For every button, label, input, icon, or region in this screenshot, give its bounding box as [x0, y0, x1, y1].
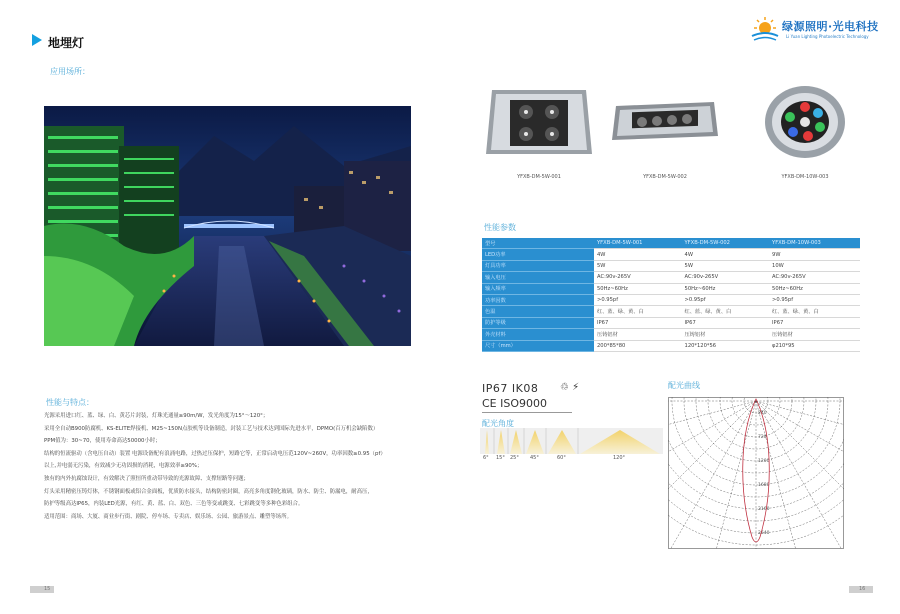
- beam-angle-label: 120°: [613, 455, 626, 461]
- page-title: 地埋灯: [48, 36, 85, 50]
- spec-value: >0.95pf: [682, 294, 770, 305]
- spec-header-cell: YFXB-DM-10W-003: [769, 238, 860, 249]
- spec-value: 红、蓝、绿、黄、白: [682, 306, 770, 317]
- recycle-icon: ♲ ⚡: [560, 382, 580, 393]
- spec-value: AC:90v-265V: [594, 272, 682, 283]
- product-model-001: YFXB-DM-5W-001: [517, 174, 561, 180]
- feature-line: 采用全自动B900防腐机、KS-ELITE焊接机、M25~150N点胶机等设备制造，封装工艺与技术达到国际先进水平，DPMO(百万机会缺陷数）: [44, 425, 379, 432]
- spec-label: 色温: [482, 306, 594, 317]
- spec-value: 红、蓝、绿、黄、白: [769, 306, 860, 317]
- spec-table: [482, 238, 860, 352]
- spec-row: [482, 283, 860, 294]
- spec-value: 50Hz~60Hz: [682, 283, 770, 294]
- spec-value: φ210*95: [769, 340, 860, 351]
- spec-value: AC:90v-265V: [682, 272, 770, 283]
- spec-value: 4W: [682, 249, 770, 260]
- spec-value: 10W: [769, 260, 860, 271]
- spec-label: 防护等级: [482, 317, 594, 328]
- polar-ring-label: 240: [758, 411, 767, 416]
- company-logo: [750, 16, 880, 44]
- beam-angle-label: 45°: [530, 455, 539, 461]
- polar-ring-label: 2640: [758, 531, 770, 536]
- spec-value: 50Hz~60Hz: [769, 283, 860, 294]
- spec-header-cell: 型号: [482, 238, 594, 249]
- feature-line: 以上,并电弱无污染，有效减少无功固损的消耗，电源效率≥90%；: [44, 463, 203, 470]
- spec-value: 红、蓝、绿、黄、白: [594, 306, 682, 317]
- spec-value: AC:90v-265V: [769, 272, 860, 283]
- beam-angle-label: 25°: [510, 455, 519, 461]
- spec-label: 尺寸（mm）: [482, 340, 594, 351]
- polar-ring-label: 1200: [758, 459, 770, 464]
- page-number-text: 16: [859, 586, 866, 592]
- spec-header-cell: YFXB-DM-5W-001: [594, 238, 682, 249]
- spec-label: 外壳材料: [482, 329, 594, 340]
- spec-row: [482, 317, 860, 328]
- spec-label: 功率因数: [482, 294, 594, 305]
- spec-value: 120*120*56: [682, 340, 770, 351]
- logo-text: 绿源照明·光电科技: [782, 20, 879, 33]
- spec-label: 输入电压: [482, 272, 594, 283]
- title-arrow-icon: [32, 34, 42, 46]
- polar-chart-svg: [668, 397, 844, 549]
- polar-ring-label: 2160: [758, 507, 770, 512]
- product-model-002: YFXB-DM-5W-002: [643, 174, 687, 180]
- spec-value: IP67: [769, 317, 860, 328]
- logo-subtext: Li Yuan Lighting Photoelectric Technology: [786, 34, 869, 39]
- spec-label: 灯具功率: [482, 260, 594, 271]
- spec-header-row: [482, 238, 860, 249]
- application-title: 应用场所：: [50, 67, 90, 76]
- spec-row: [482, 306, 860, 317]
- feature-line: 光源采用进口红、蓝、绿、白、黄芯片封装，灯珠光通量≥90m/W，发光角度为15°～120°；: [44, 413, 269, 419]
- spec-value: 压铸铝材: [594, 329, 682, 340]
- spec-value: 5W: [682, 260, 770, 271]
- spec-value: >0.95pf: [594, 294, 682, 305]
- product-image-001: [484, 80, 594, 164]
- spec-value: 压铸铝材: [682, 329, 770, 340]
- spec-value: IP67: [594, 317, 682, 328]
- polar-distribution-chart: [668, 397, 844, 549]
- distribution-curve-title: 配光曲线: [668, 381, 700, 390]
- beam-angle-label: 60°: [557, 455, 566, 461]
- spec-row: [482, 329, 860, 340]
- spec-row: [482, 272, 860, 283]
- spec-label: LED功率: [482, 249, 594, 260]
- polar-ring-label: 720: [758, 435, 767, 440]
- features-title: 性能与特点：: [46, 398, 94, 407]
- sun-logo-icon: [750, 16, 780, 42]
- cert-divider: [482, 412, 572, 413]
- spec-row: [482, 260, 860, 271]
- beam-angle-labels: [480, 455, 663, 463]
- spec-value: 压铸铝材: [769, 329, 860, 340]
- specs-title: 性能参数: [484, 223, 516, 232]
- spec-row: [482, 340, 860, 351]
- spec-value: 9W: [769, 249, 860, 260]
- spec-row: [482, 249, 860, 260]
- spec-value: IP67: [682, 317, 770, 328]
- spec-value: 50Hz~60Hz: [594, 283, 682, 294]
- beam-angle-title: 配光角度: [482, 419, 514, 428]
- polar-ring-label: 1680: [758, 483, 770, 488]
- spec-value: 200*85*80: [594, 340, 682, 351]
- product-image-003: [750, 80, 860, 164]
- feature-line: 独有的内外抗腐蚀设计，有效解决了照恒所重动带导致的光源故障、支撑短路等问题；: [44, 475, 249, 482]
- page-number-right: [849, 586, 873, 593]
- beam-angle-strip: [480, 428, 663, 454]
- product-model-003: YFXB-DM-10W-003: [781, 174, 829, 180]
- feature-line: 适用范围：商场、大厦、商业步行街、剧院、停车场、专卖店、娱乐场、公园、旅游景点、雕塑等场所。: [44, 513, 292, 520]
- beam-angle-label: 15°: [496, 455, 505, 461]
- beam-angle-label: 6°: [483, 455, 489, 461]
- spec-header-cell: YFXB-DM-5W-002: [682, 238, 770, 249]
- spec-value: 5W: [594, 260, 682, 271]
- feature-line: 灯头采用精密压铸灯体，不锈钢面板或铝合金面板，优质防水接头，结构防密封圈，高亮多角度钢化玻璃，防水、防尘、防漏电，耐高压，: [44, 488, 373, 495]
- product-image-002: [610, 80, 720, 164]
- spec-value: 4W: [594, 249, 682, 260]
- ce-iso-cert: CE ISO9000: [482, 397, 548, 410]
- spec-row: [482, 294, 860, 305]
- feature-line: 防护等级高达IP65，内装LED光源，有红、黄、蓝、白、双色、三色等变或跳变、七彩跳变等多种色彩组合。: [44, 501, 304, 508]
- spec-value: >0.95pf: [769, 294, 860, 305]
- feature-line: 结构的恒流驱动（含电压自动）装置 电源设备配有浪涌电路，过热过压保护，短路它等，正常启动电压范120V~260V，功率因数≥0.95（pf）: [44, 450, 386, 457]
- features-list: [44, 410, 444, 523]
- night-river-photo: [44, 106, 411, 346]
- ip-rating: IP67 IK08: [482, 382, 539, 395]
- page-number-text: 15: [44, 586, 51, 592]
- feature-line: PPM值为：30~70，使用寿命高达50000小时；: [44, 438, 161, 445]
- page-number-left: [30, 586, 54, 593]
- spec-label: 输入频率: [482, 283, 594, 294]
